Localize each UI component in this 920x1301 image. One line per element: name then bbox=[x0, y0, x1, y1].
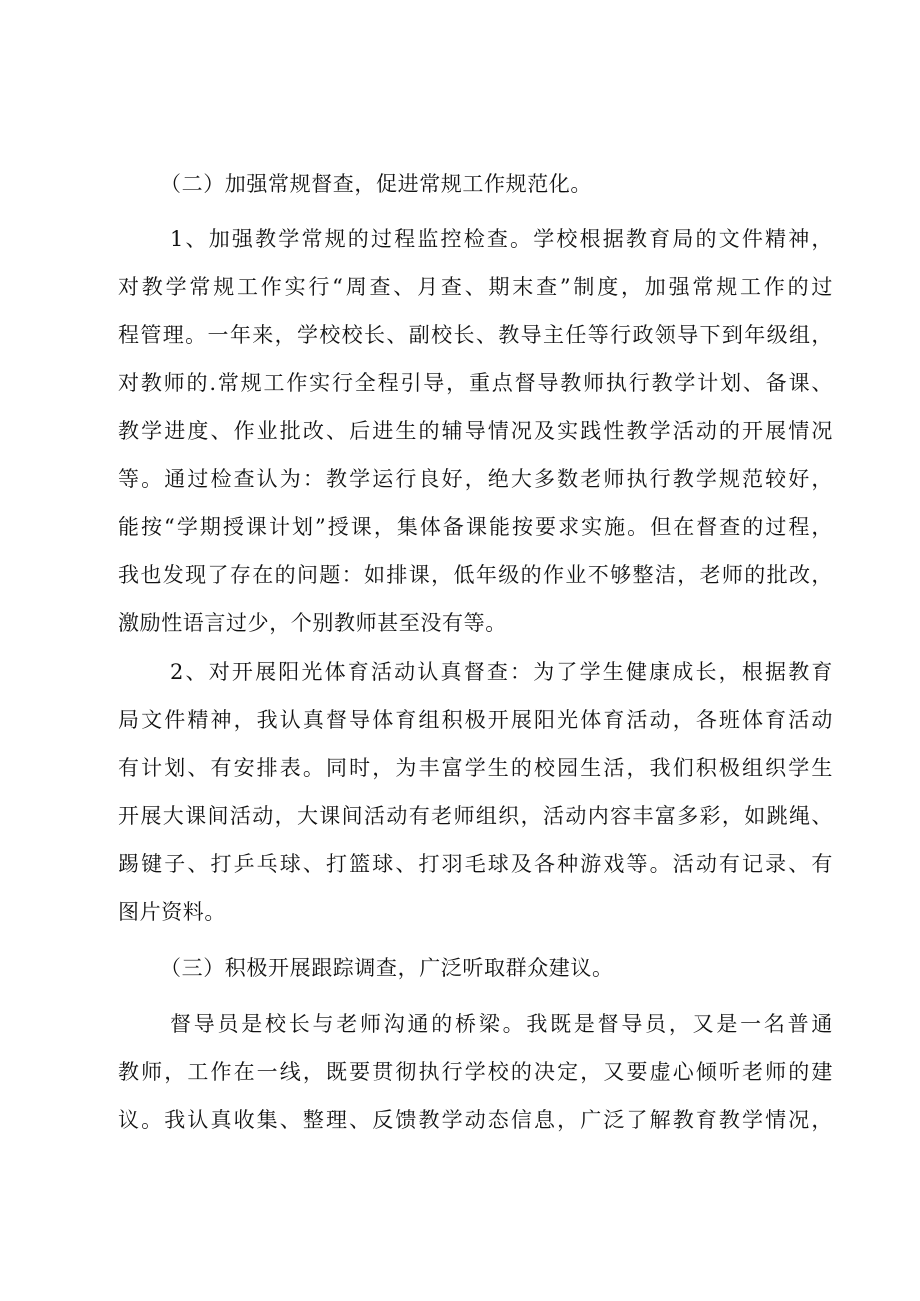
paragraph-line: 教师，工作在一线，既要贯彻执行学校的决定，又要虚心倾听老师的建 bbox=[118, 1060, 833, 1084]
paragraph-line: 督导员是校长与老师沟通的桥梁。我既是督导员，又是一名普通 bbox=[170, 1012, 833, 1036]
paragraph-line: 我也发现了存在的问题：如排课，低年级的作业不够整洁，老师的批改， bbox=[118, 563, 833, 587]
paragraph-line: 2、对开展阳光体育活动认真督查：为了学生健康成长，根据教育 bbox=[170, 660, 833, 684]
paragraph-line: 局文件精神，我认真督导体育组积极开展阳光体育活动，各班体育活动 bbox=[118, 708, 833, 732]
paragraph-line: 能按“学期授课计划”授课，集体备课能按要求实施。但在督查的过程， bbox=[118, 515, 833, 539]
paragraph-line: 程管理。一年来，学校校长、副校长、教导主任等行政领导下到年级组， bbox=[118, 323, 833, 347]
paragraph-line: 开展大课间活动，大课间活动有老师组织，活动内容丰富多彩，如跳绳、 bbox=[118, 804, 833, 828]
paragraph-line: 对教学常规工作实行“周查、月查、期末查”制度，加强常规工作的过 bbox=[118, 275, 833, 299]
paragraph-line: 等。通过检查认为：教学运行良好，绝大多数老师执行教学规范较好， bbox=[118, 467, 833, 491]
paragraph-line: 踢键子、打乒乓球、打篮球、打羽毛球及各种游戏等。活动有记录、有 bbox=[118, 852, 833, 876]
paragraph-line: 图片资料。 bbox=[118, 900, 226, 924]
paragraph-1 bbox=[118, 215, 833, 647]
paragraph-3 bbox=[118, 1000, 833, 1144]
paragraph-line: 议。我认真收集、整理、反馈教学动态信息，广泛了解教育教学情况， bbox=[118, 1108, 833, 1132]
paragraph-line: 1、加强教学常规的过程监控检查。学校根据教育局的文件精神， bbox=[170, 227, 833, 251]
paragraph-line: 教学进度、作业批改、后进生的辅导情况及实践性教学活动的开展情况 bbox=[118, 419, 833, 443]
heading-text: （二）加强常规督查，促进常规工作规范化。 bbox=[160, 172, 592, 196]
paragraph-line: 有计划、有安排表。同时，为丰富学生的校园生活，我们积极组织学生 bbox=[118, 756, 833, 780]
paragraph-line: 对教师的.常规工作实行全程引导，重点督导教师执行教学计划、备课、 bbox=[118, 371, 833, 395]
heading-text: （三）积极开展跟踪调查，广泛听取群众建议。 bbox=[160, 956, 614, 980]
paragraph-2 bbox=[118, 648, 833, 936]
section-heading-2 bbox=[118, 160, 833, 208]
paragraph-line: 激励性语言过少，个别教师甚至没有等。 bbox=[118, 611, 507, 635]
section-heading-3 bbox=[118, 944, 833, 992]
